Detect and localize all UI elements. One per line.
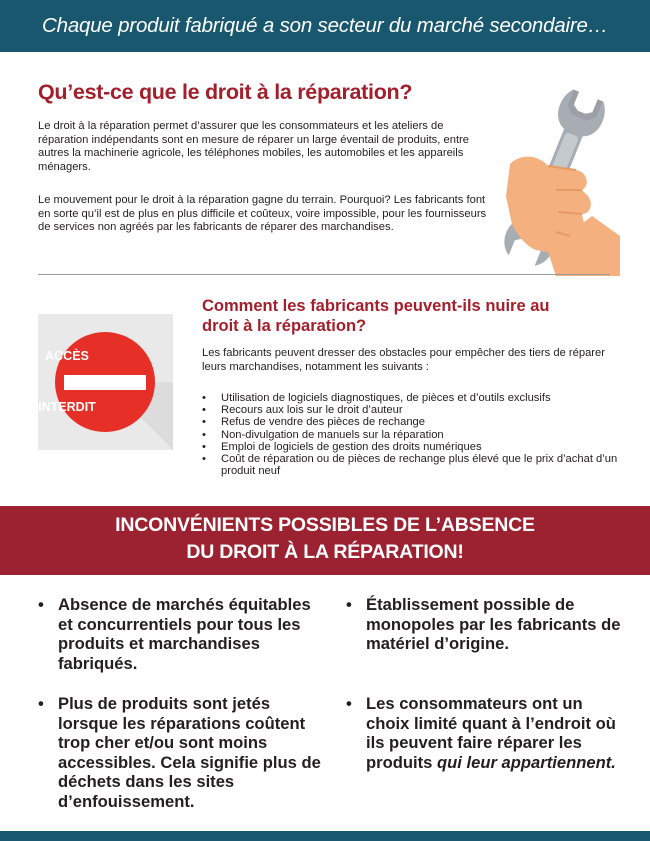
- intro-paragraph-1: Le droit à la réparation permet d’assurer que les consommateurs et les ateliers de réparation indépendants sont en mesure de réparer un large éventail de produits, entre autres la machinerie agricole, les téléphones mobiles, les automobiles et les appareils ménagers.: [38, 120, 469, 173]
- drawback-text: Établissement possible de monopoles par les fabricants de matériel d’origine.: [366, 595, 621, 654]
- sign-label-top: ACCÈS: [45, 349, 89, 363]
- drawback-text: Absence de marchés équitables et concurrentiels pour tous les produits et marchandises fabriqués.: [58, 595, 311, 673]
- list-item: • Non-divulgation de manuels sur la réparation: [202, 429, 622, 441]
- obstacles-intro: Les fabricants peuvent dresser des obstacles pour empêcher des tiers de réparer leurs marchandises, notamment les suivants :: [202, 347, 605, 373]
- bullet-glyph: •: [38, 595, 44, 614]
- section-title-what-is-right-to-repair: Qu’est-ce que le droit à la réparation?: [38, 80, 413, 104]
- drawback-point: [38, 595, 323, 673]
- no-entry-sign-card: [38, 314, 173, 450]
- bottom-bar: [0, 831, 650, 841]
- banner-title: Chaque produit fabriqué a son secteur du marché secondaire…: [42, 14, 608, 37]
- drawbacks-title-line-2: DU DROIT À LA RÉPARATION!: [186, 541, 464, 563]
- no-entry-sign-icon: [38, 314, 173, 450]
- drawback-text: Les consommateurs ont un choix limité quant à l’endroit où ils peuvent faire réparer les produits: [366, 694, 616, 772]
- drawback-text-emphasis: qui leur appartiennent.: [436, 752, 616, 772]
- drawback-point: [346, 694, 628, 772]
- drawbacks-title-line-1: INCONVÉNIENTS POSSIBLES DE L’ABSENCE: [115, 514, 535, 536]
- list-item: • Utilisation de logiciels diagnostiques, de pièces et d’outils exclusifs: [202, 392, 622, 404]
- section-divider: [38, 274, 610, 275]
- sign-label-bottom: INTERDIT: [38, 400, 96, 414]
- list-item: • Coût de réparation ou de pièces de rechange plus élevé que le prix d’achat d’un produit neuf: [202, 453, 622, 477]
- wrench-in-hand-icon: [496, 86, 620, 276]
- bullet-glyph: •: [38, 694, 44, 713]
- section-title-how-manufacturers-harm: Comment les fabricants peuvent-ils nuire au droit à la réparation?: [202, 297, 550, 335]
- drawback-point: [346, 595, 631, 654]
- bullet-glyph: •: [346, 595, 352, 614]
- drawback-point: [38, 694, 323, 812]
- bullet-glyph: •: [346, 694, 352, 713]
- list-item: • Refus de vendre des pièces de rechange: [202, 416, 622, 428]
- list-item: • Emploi de logiciels de gestion des droits numériques: [202, 441, 622, 453]
- intro-paragraph-2: Le mouvement pour le droit à la réparation gagne du terrain. Pourquoi? Les fabricants font en sorte qu’il est de plus en plus difficile et coûteux, voire impossible, pour les fournisseurs de services non agréés par les fabricants de réparer des marchandises.: [38, 194, 487, 234]
- obstacles-list: [202, 392, 622, 477]
- drawback-text: Plus de produits sont jetés lorsque les réparations coûtent trop cher et/ou sont moins accessibles. Cela signifie plus de déchets dans les sites d’enfouissement.: [58, 694, 321, 811]
- list-item: • Recours aux lois sur le droit d’auteur: [202, 404, 622, 416]
